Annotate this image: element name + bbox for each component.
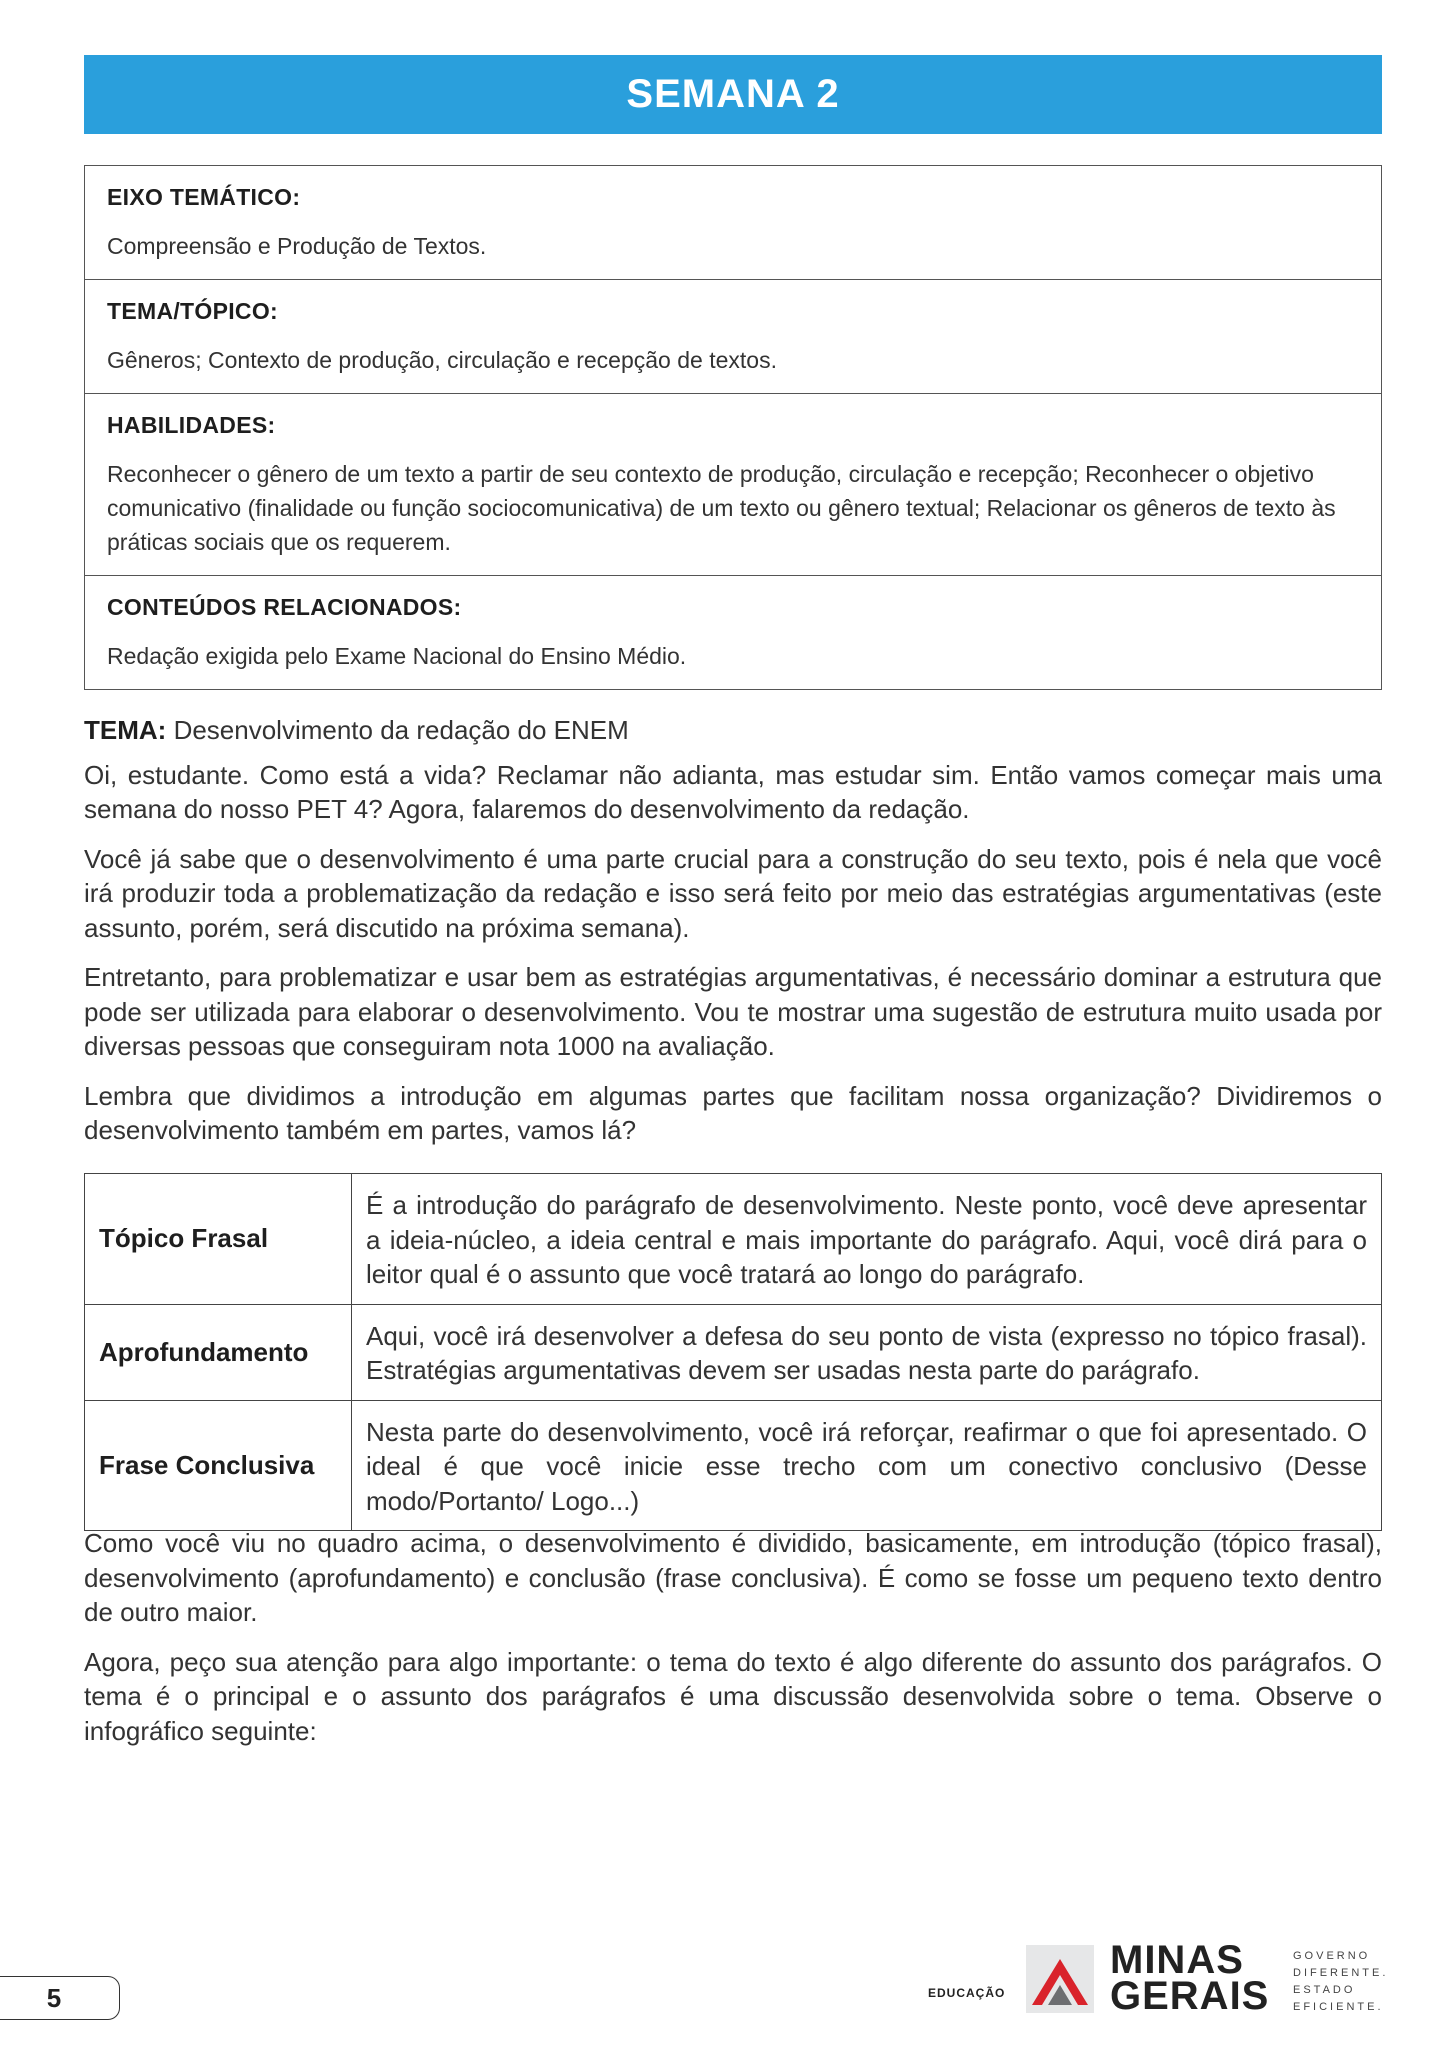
table-term: Tópico Frasal (85, 1174, 352, 1305)
paragraph: Oi, estudante. Como está a vida? Reclamar não adianta, mas estudar sim. Então vamos começar mais uma semana do nosso PET 4? Agora, falaremos do desenvolvimento da redação. (84, 759, 1382, 824)
slogan-line: GOVERNO (1293, 1950, 1371, 1962)
paragraph: Você já sabe que o desenvolvimento é uma parte crucial para a construção do seu texto, pois é nela que você irá produzir toda a problematização da redação e isso será feito por meio das estratégias argumentativas (este assunto, porém, será discutido na próxima semana). (84, 843, 1382, 943)
tema-line (84, 713, 1382, 748)
table-term: Aprofundamento (85, 1304, 352, 1400)
tema-label: TEMA: (84, 715, 167, 745)
info-text: Compreensão e Produção de Textos. (107, 233, 487, 259)
info-row-eixo (85, 166, 1381, 280)
info-row-conteudos (85, 576, 1381, 689)
week-title-banner (84, 55, 1382, 134)
closing-section (84, 1526, 1382, 1763)
table-description: É a introdução do parágrafo de desenvolvimento. Neste ponto, você deve apresentar a ideia-núcleo, a ideia central e mais importante do parágrafo. Aqui, você dirá para o leitor qual é o assunto que você tratará ao longo do parágrafo. (352, 1174, 1382, 1305)
page-number-text: 5 (46, 1982, 62, 2013)
info-label: HABILIDADES: (107, 412, 276, 438)
intro-section (84, 713, 1382, 1163)
info-text: Redação exigida pelo Exame Nacional do Ensino Médio. (107, 643, 687, 669)
slogan-line: EFICIENTE. (1293, 2001, 1384, 2013)
paragraph: Agora, peço sua atenção para algo importante: o tema do texto é algo diferente do assunto dos parágrafos. O tema é o principal e o assunto dos parágrafos é uma discussão desenvolvida sobre o tema. Observe o infográfico seguinte: (84, 1646, 1382, 1746)
table-row (85, 1304, 1382, 1400)
week-title: SEMANA 2 (626, 72, 840, 116)
table-description: Nesta parte do desenvolvimento, você irá reforçar, reafirmar o que foi apresentado. O ideal é que você inicie esse trecho com um conectivo conclusivo (Desse modo/Portanto/ Logo...) (352, 1400, 1382, 1531)
slogan-line: ESTADO (1293, 1984, 1356, 1996)
brand-wordmark (1110, 1938, 1270, 2018)
table-description: Aqui, você irá desenvolver a defesa do seu ponto de vista (expresso no tópico frasal). Estratégias argumentativas devem ser usadas nesta parte do parágrafo. (352, 1304, 1382, 1400)
info-label: EIXO TEMÁTICO: (107, 184, 301, 210)
info-text: Reconhecer o gênero de um texto a partir de seu contexto de produção, circulação e recepção; Reconhecer o objetivo comunicativo (finalidade ou função sociocomunicativa) de um texto ou gênero textual; Relacionar os gêneros de texto às práticas sociais que os requerem. (107, 461, 1336, 555)
info-box (84, 165, 1382, 690)
info-row-habilidades (85, 394, 1381, 576)
paragraph-structure-table (84, 1173, 1382, 1531)
page-number (0, 1976, 120, 2020)
brand-line: GERAIS (1110, 1974, 1270, 2018)
info-row-tema (85, 280, 1381, 394)
slogan-line: DIFERENTE. (1293, 1967, 1389, 1979)
info-text: Gêneros; Contexto de produção, circulação e recepção de textos. (107, 347, 777, 373)
education-label: EDUCAÇÃO (928, 1986, 1006, 2000)
paragraph: Lembra que dividimos a introdução em algumas partes que facilitam nossa organização? Dividiremos o desenvolvimento também em partes, vamos lá? (84, 1080, 1382, 1145)
government-slogan (1293, 1948, 1388, 2016)
info-label: TEMA/TÓPICO: (107, 298, 278, 324)
paragraph: Como você viu no quadro acima, o desenvolvimento é dividido, basicamente, em introdução (tópico frasal), desenvolvimento (aprofundamento) e conclusão (frase conclusiva). É como se fosse um pequeno texto dentro de outro maior. (84, 1528, 1382, 1627)
table-term: Frase Conclusiva (85, 1400, 352, 1531)
table-row (85, 1400, 1382, 1531)
info-label: CONTEÚDOS RELACIONADOS: (107, 594, 462, 620)
minas-gerais-logo-icon (1026, 1945, 1094, 2013)
paragraph: Entretanto, para problematizar e usar bem as estratégias argumentativas, é necessário dominar a estrutura que pode ser utilizada para elaborar o desenvolvimento. Vou te mostrar uma sugestão de estrutura muito usada por diversas pessoas que conseguiram nota 1000 na avaliação. (84, 962, 1382, 1061)
brand-line: MINAS (1110, 1938, 1244, 1982)
tema-text: Desenvolvimento da redação do ENEM (173, 715, 629, 745)
table-row (85, 1174, 1382, 1305)
